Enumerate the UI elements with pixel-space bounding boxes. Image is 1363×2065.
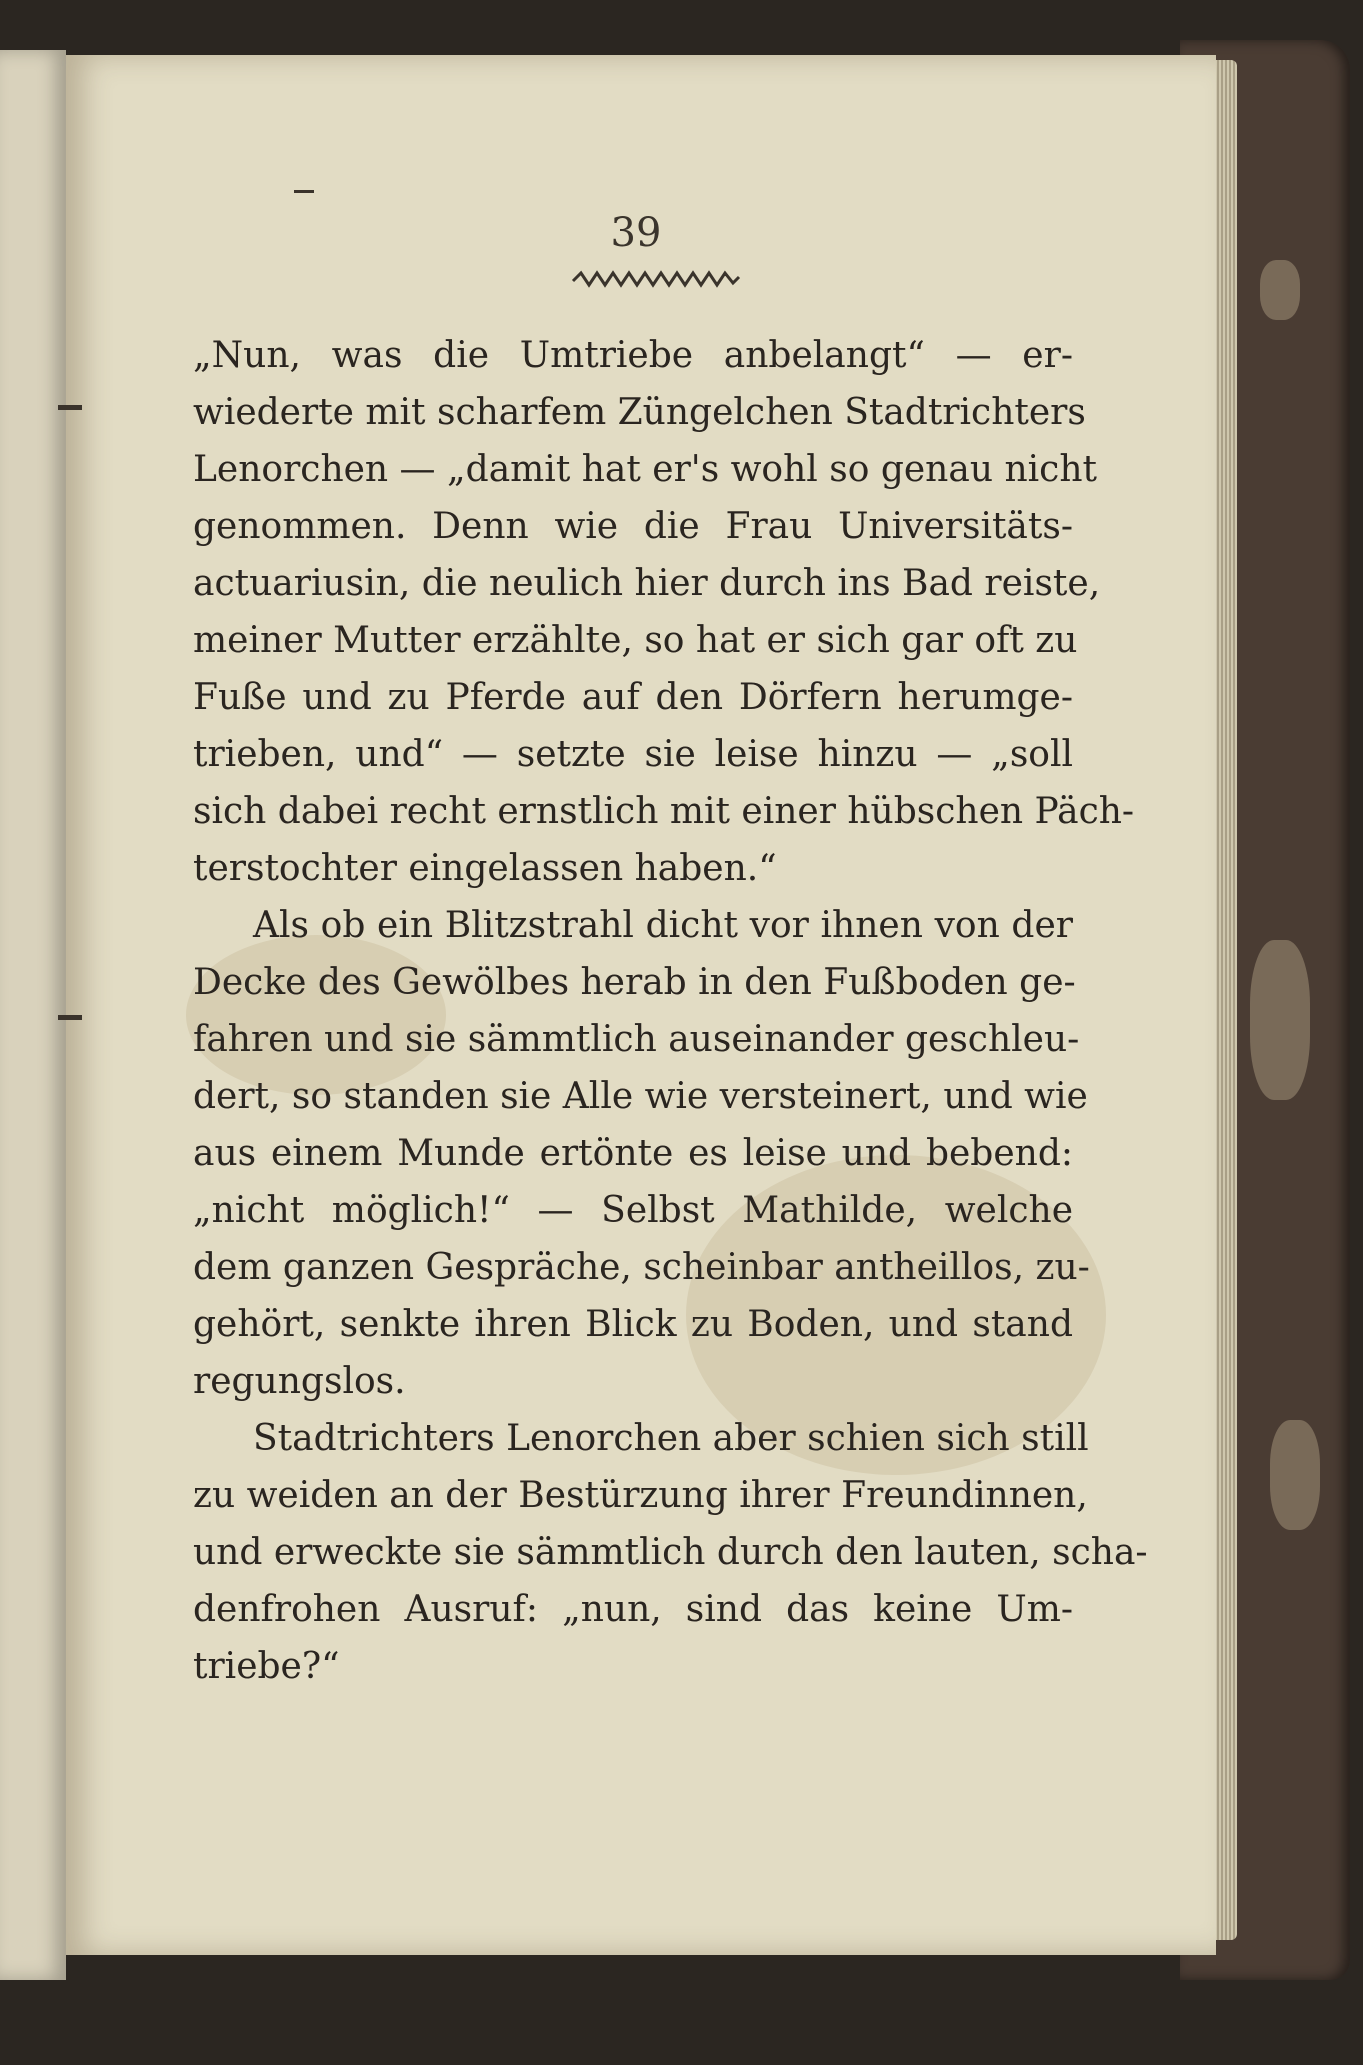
text-line: Decke des Gewölbes herab in den Fußboden ge- bbox=[193, 962, 1076, 1003]
cover-wear-spot bbox=[1250, 940, 1310, 1100]
text-line: denfrohen Ausruf: „nun, sind das keine Um- bbox=[193, 1589, 1073, 1630]
text-line: und erweckte sie sämmtlich durch den lauten, scha- bbox=[193, 1532, 1148, 1573]
text-line: Als ob ein Blitzstrahl dicht vor ihnen von der bbox=[253, 905, 1073, 946]
text-line: triebe?“ bbox=[193, 1646, 340, 1687]
text-line: regungslos. bbox=[193, 1361, 406, 1402]
text-line: „nicht möglich!“ — Selbst Mathilde, welche bbox=[193, 1190, 1073, 1231]
text-line: terstochter eingelassen haben.“ bbox=[193, 848, 777, 889]
margin-mark bbox=[58, 405, 82, 410]
cover-wear-spot bbox=[1270, 1420, 1320, 1530]
text-line: trieben, und“ — setzte sie leise hinzu — „soll bbox=[193, 734, 1073, 775]
facing-page-edge bbox=[0, 50, 66, 1980]
text-line: actuariusin, die neulich hier durch ins Bad reiste, bbox=[193, 563, 1101, 604]
text-line: sich dabei recht ernstlich mit einer hübschen Päch- bbox=[193, 791, 1135, 832]
text-line: „Nun, was die Umtriebe anbelangt“ — er- bbox=[193, 335, 1073, 376]
text-line: meiner Mutter erzählte, so hat er sich gar oft zu bbox=[193, 620, 1078, 661]
text-line: zu weiden an der Bestürzung ihrer Freundinnen, bbox=[193, 1475, 1088, 1516]
text-line: gehört, senkte ihren Blick zu Boden, und stand bbox=[193, 1304, 1073, 1345]
page-number: 39 bbox=[610, 210, 662, 256]
text-line: dem ganzen Gespräche, scheinbar antheillos, zu- bbox=[193, 1247, 1090, 1288]
margin-mark bbox=[294, 190, 314, 193]
margin-mark bbox=[58, 1015, 82, 1020]
text-line: genommen. Denn wie die Frau Universitäts- bbox=[193, 506, 1073, 547]
text-line: wiederte mit scharfem Züngelchen Stadtrichters bbox=[193, 392, 1086, 433]
book-page bbox=[66, 55, 1216, 1955]
text-line: Stadtrichters Lenorchen aber schien sich still bbox=[253, 1418, 1089, 1459]
cover-wear-spot bbox=[1260, 260, 1300, 320]
body-text bbox=[193, 327, 1148, 1695]
text-line: Lenorchen — „damit hat er's wohl so genau nicht bbox=[193, 449, 1097, 490]
text-line: Fuße und zu Pferde auf den Dörfern herumge- bbox=[193, 677, 1073, 718]
ornament-divider bbox=[571, 267, 741, 291]
page-edges bbox=[1215, 60, 1237, 1940]
text-line: fahren und sie sämmtlich auseinander geschleu- bbox=[193, 1019, 1080, 1060]
text-line: aus einem Munde ertönte es leise und bebend: bbox=[193, 1133, 1073, 1174]
text-line: dert, so standen sie Alle wie versteinert, und wie bbox=[193, 1076, 1088, 1117]
